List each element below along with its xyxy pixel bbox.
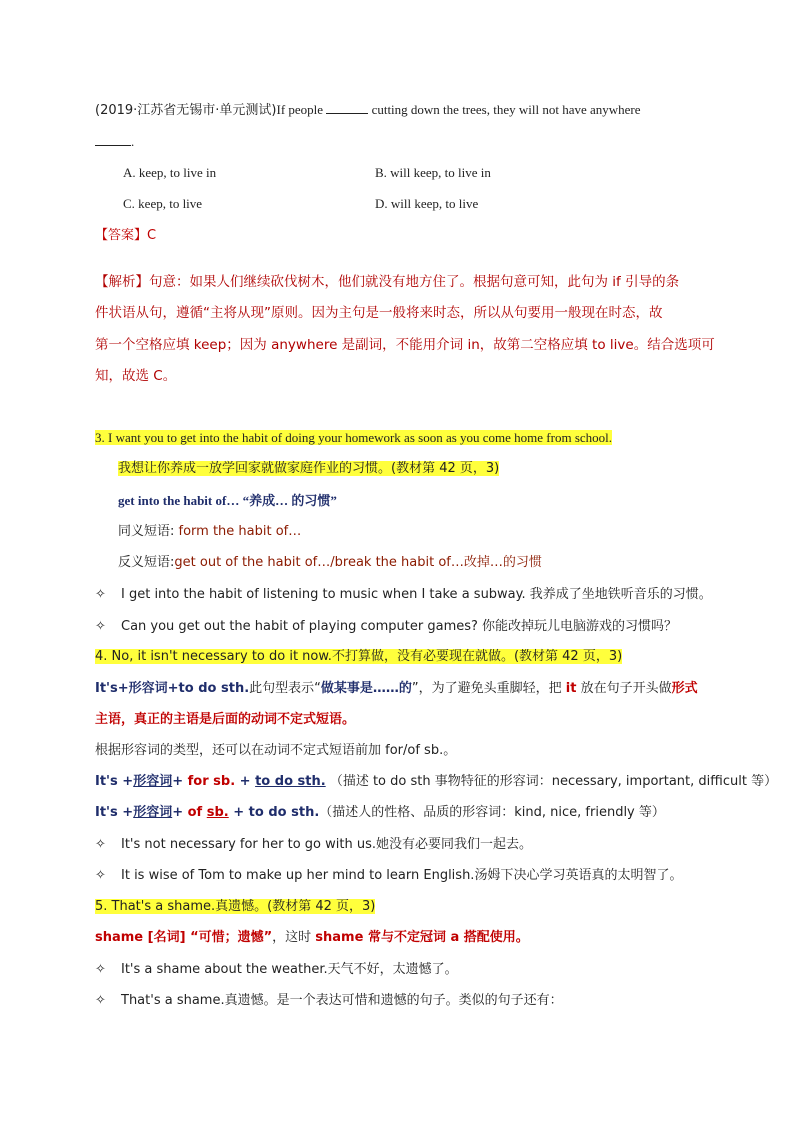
question-stem-end: . bbox=[95, 132, 134, 152]
answer-line bbox=[95, 226, 156, 246]
item3-synonym: 同义短语: form the habit of… bbox=[118, 524, 302, 539]
item3-antonym: 反义短语:get out of the habit of…/break the habit of…改掉…的习惯 bbox=[118, 555, 542, 570]
item3-phrase: get into the habit of… “养成… 的习惯” bbox=[118, 493, 337, 508]
item5-definition: shame [名词] “可惜；遗憾”，这时 shame 常与不定冠词 a 搭配使用。 bbox=[95, 930, 529, 945]
bullet-icon: ✧ bbox=[95, 618, 106, 633]
bullet-icon: ✧ bbox=[95, 586, 106, 601]
option-d: D. will keep, to live bbox=[375, 196, 479, 211]
item4-example-2: ✧ It is wise of Tom to make up her mind to learn English.汤姆下决心学习英语真的太明智了。 bbox=[95, 867, 683, 883]
item4-line3: 根据形容词的类型，还可以在动词不定式短语前加 for/of sb.。 bbox=[95, 743, 457, 758]
item5-example-2: ✧ That's a shame.真遗憾。是一个表达可惜和遗憾的句子。类似的句子还有： bbox=[95, 992, 563, 1008]
item3-translation: 我想让你养成一放学回家就做家庭作业的习惯。(教材第 42 页，3) bbox=[118, 461, 500, 476]
option-b: B. will keep, to live in bbox=[375, 165, 491, 180]
answer-label: 【答案】 bbox=[95, 228, 148, 243]
option-c: C. keep, to live bbox=[123, 196, 203, 211]
item3-example-2: ✧ Can you get out the habit of playing computer games? 你能改掉玩儿电脑游戏的习惯吗？ bbox=[95, 618, 678, 634]
item4-sentence: 4. No, it isn't necessary to do it now.不打算做，没有必要现在就做。(教材第 42 页，3) bbox=[95, 649, 623, 664]
bullet-icon: ✧ bbox=[95, 836, 106, 851]
analysis-line-3: 第一个空格应填 keep；因为 anywhere 是副词，不能用介词 in，故第二空格应填 to live。结合选项可 bbox=[95, 337, 715, 353]
analysis-line-4: 知，故选 C。 bbox=[95, 368, 177, 384]
item3-sentence: 3. I want you to get into the habit of doing your homework as soon as you come home from school. bbox=[95, 430, 613, 445]
item4-formula-1: It's +形容词+ for sb. + to do sth. （描述 to do sth 事物特征的形容词：necessary, important, difficult 等） bbox=[95, 774, 778, 789]
question-source: (2019·江苏省无锡市·单元测试) bbox=[95, 103, 277, 118]
item4-line2: 主语，真正的主语是后面的动词不定式短语。 bbox=[95, 712, 356, 727]
answer-value: C bbox=[147, 228, 157, 243]
item4-formula-2: It's +形容词+ of sb. + to do sth.（描述人的性格、品质的形容词：kind, nice, friendly 等） bbox=[95, 805, 665, 820]
item5-sentence: 5. That's a shame.真遗憾。(教材第 42 页，3) bbox=[95, 899, 376, 914]
item3-example-1: ✧ I get into the habit of listening to music when I take a subway. 我养成了坐地铁听音乐的习惯。 bbox=[95, 586, 712, 602]
item4-example-1: ✧ It's not necessary for her to go with us.她没有必要同我们一起去。 bbox=[95, 836, 532, 852]
analysis-line-1: 【解析】句意：如果人们继续砍伐树木，他们就没有地方住了。根据句意可知，此句为 if 引导的条 bbox=[95, 274, 680, 290]
analysis-line-2: 件状语从句，遵循“主将从现”原则。因为主句是一般将来时态，所以从句要用一般现在时态，故 bbox=[95, 305, 663, 321]
question-stem: (2019·江苏省无锡市·单元测试)If people cutting down the trees, they will not have anywhere bbox=[95, 102, 641, 118]
answer-blank bbox=[326, 100, 368, 114]
item4-pattern: It's+形容词+to do sth.此句型表示“做某事是……的”，为了避免头重脚轻，把 it 放在句子开头做形式 bbox=[95, 681, 698, 696]
item5-example-1: ✧ It's a shame about the weather.天气不好，太遗憾了。 bbox=[95, 961, 458, 977]
answer-blank bbox=[95, 132, 131, 146]
bullet-icon: ✧ bbox=[95, 867, 106, 882]
analysis-label: 【解析】 bbox=[95, 274, 149, 290]
bullet-icon: ✧ bbox=[95, 992, 106, 1007]
option-a: A. keep, to live in bbox=[123, 165, 217, 180]
bullet-icon: ✧ bbox=[95, 961, 106, 976]
